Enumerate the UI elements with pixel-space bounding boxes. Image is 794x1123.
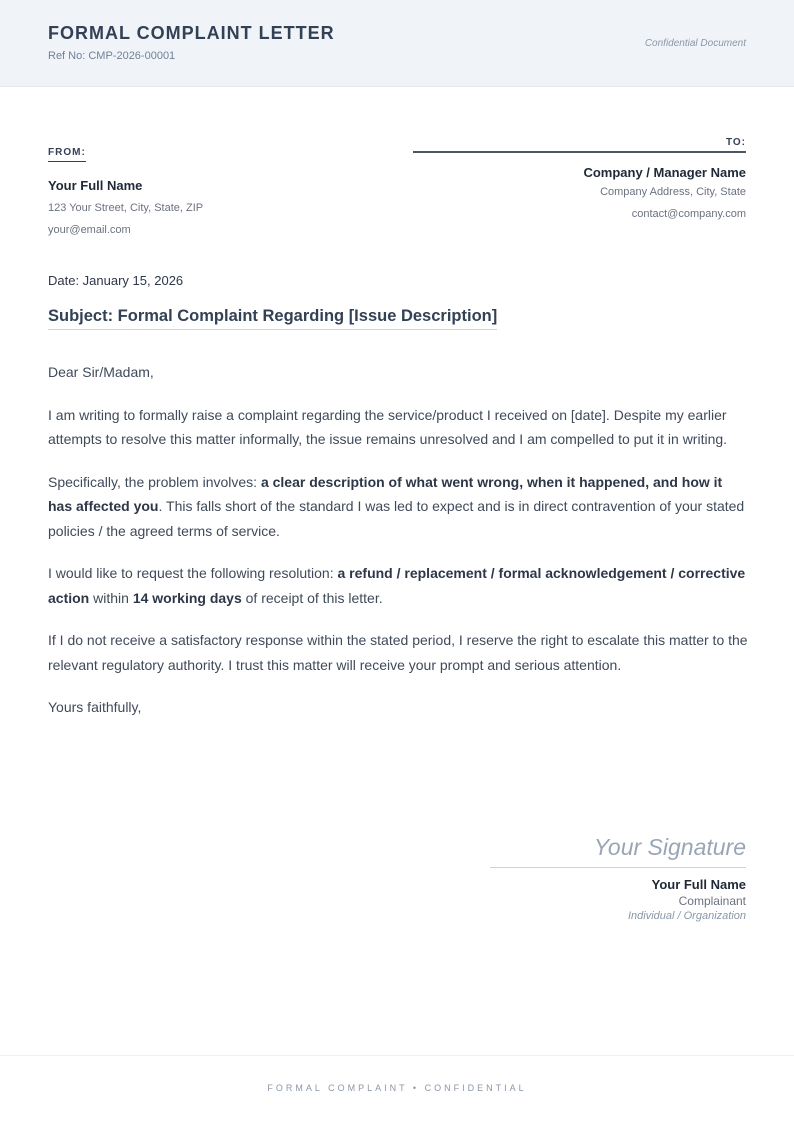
recipient-address: Company Address, City, State: [600, 186, 746, 198]
recipient-email: contact@company.com: [631, 208, 746, 220]
signatory-role: Complainant: [678, 894, 746, 908]
paragraph-2-emphasis: a clear description of what went wrong, when it happened, and how it has affected you: [48, 473, 723, 514]
page-header: [0, 0, 794, 87]
paragraph-2-intro: Specifically, the problem involves:: [48, 473, 261, 490]
paragraph-3: [48, 561, 748, 610]
paragraph-2: [48, 470, 748, 544]
recipient-name: Company / Manager Name: [583, 165, 746, 180]
paragraph-1: I am writing to formally raise a complaint regarding the service/product I received on [date]. Despite my earlier attempts to resolve this matter informally, the issue remains unresolved and I am compelled to put it in writing.: [48, 406, 728, 447]
page-footer: FORMAL COMPLAINT • CONFIDENTIAL: [267, 1083, 527, 1093]
signature-placeholder: Your Signature: [490, 834, 746, 868]
letter-body: [48, 360, 748, 738]
recipient-block: [413, 137, 746, 225]
footer-divider: [0, 1055, 794, 1056]
closing: Yours faithfully,: [48, 699, 142, 715]
document-title: FORMAL COMPLAINT LETTER: [48, 23, 335, 43]
letter-subject: Subject: Formal Complaint Regarding [Issue Description]: [48, 307, 497, 330]
sender-address: 123 Your Street, City, State, ZIP: [48, 202, 204, 214]
paragraph-3-mid: within: [89, 589, 133, 606]
sender-block: [48, 142, 348, 241]
signatory-organization: Individual / Organization: [627, 910, 746, 922]
signatory-name: Your Full Name: [651, 877, 746, 892]
paragraph-3-intro: I would like to request the following resolution:: [48, 565, 338, 581]
paragraph-2-rest: . This falls short of the standard I was led to expect and is in direct contravention of your stated policies / the agreed terms of service.: [48, 498, 745, 539]
reference-number: Ref No: CMP-2026-00001: [48, 50, 176, 62]
to-label: TO:: [413, 137, 746, 153]
paragraph-3-deadline: 14 working days: [132, 589, 242, 606]
signature-block: [490, 834, 746, 922]
from-label: FROM:: [48, 147, 86, 162]
paragraph-3-rest: of receipt of this letter.: [241, 589, 383, 606]
salutation: Dear Sir/Madam,: [48, 364, 154, 380]
paragraph-3-emphasis: a refund / replacement / formal acknowledgement / corrective action: [48, 565, 746, 606]
letter-date: Date: January 15, 2026: [48, 273, 184, 288]
paragraph-4: If I do not receive a satisfactory response within the stated period, I reserve the right to escalate this matter to the relevant regulatory authority. I trust this matter will receive your prompt and serious attention.: [48, 632, 748, 673]
confidential-label: Confidential Document: [644, 38, 746, 49]
sender-name: Your Full Name: [48, 178, 143, 193]
sender-email: your@email.com: [48, 224, 131, 236]
